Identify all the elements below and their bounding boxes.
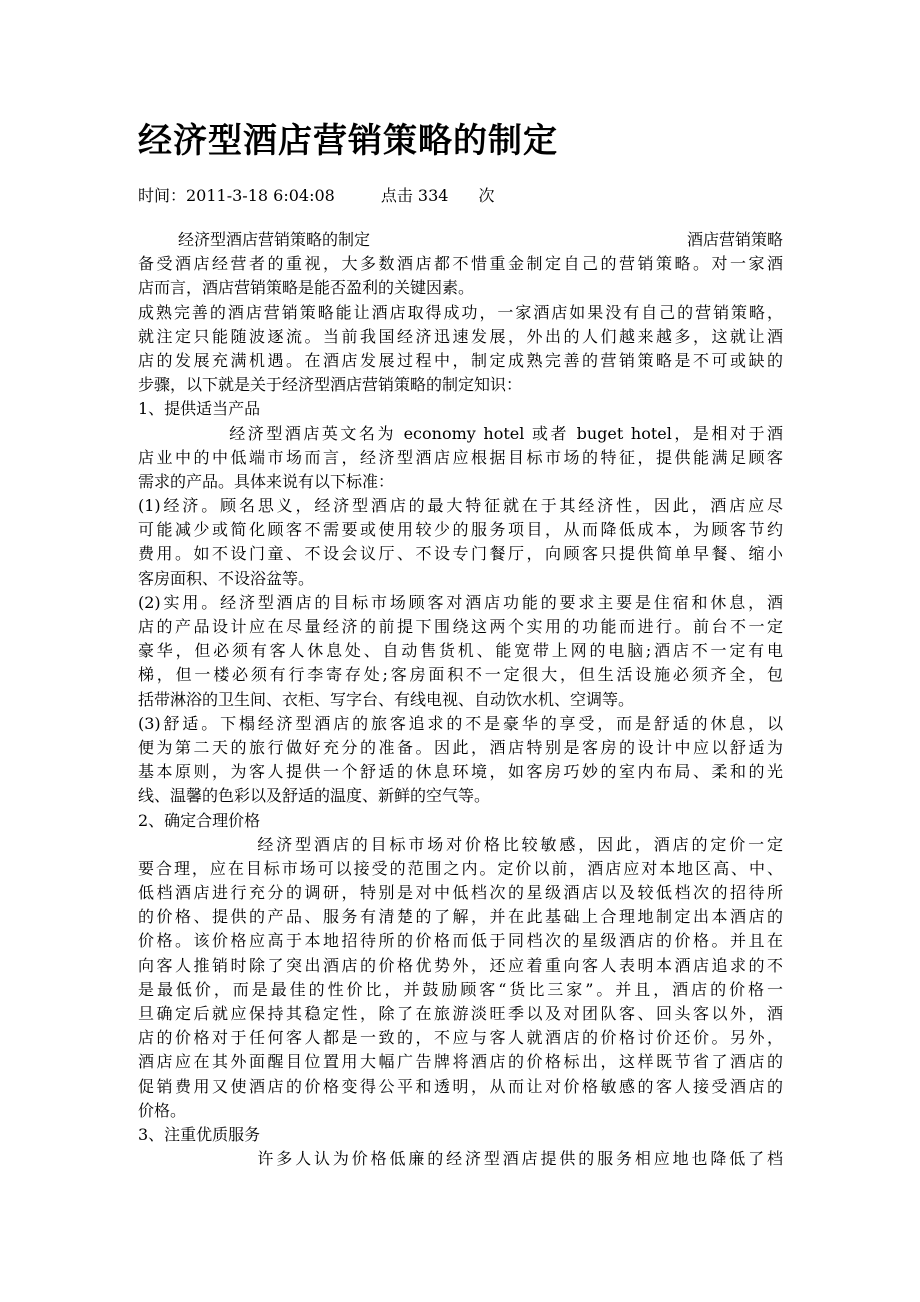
intro-line: [138, 228, 783, 252]
text-line: 2、确定合理价格: [138, 810, 261, 830]
text-line: 可能减少或简化顾客不需要或使用较少的服务项目，从而降低成本，为顾客节约: [138, 520, 783, 540]
text-line: 豪华，但必须有客人休息处、自动售货机、能宽带上网的电脑;酒店不一定有电: [138, 641, 783, 661]
text-line: 低档酒店进行充分的调研，特别是对中低档次的星级酒店以及较低档次的招待所: [138, 883, 783, 903]
text-line: 促销费用又使酒店的价格变得公平和透明，从而让对价格敏感的客人接受酒店的: [138, 1076, 783, 1096]
text-line: 店业中的中低端市场而言，经济型酒店应根据目标市场的特征，提供能满足顾客: [138, 447, 783, 467]
text-line: 括带淋浴的卫生间、衣柜、写字台、有线电视、自动饮水机、空调等。: [138, 689, 635, 709]
text-line: 店的价格对于任何客人都是一致的，不应与客人就酒店的价格讨价还价。另外，: [138, 1028, 783, 1048]
text-line: 店的产品设计应在尽量经济的前提下围绕这两个实用的功能而进行。前台不一定: [138, 617, 783, 636]
article-body: [138, 228, 783, 1171]
text-line: 3、注重优质服务: [138, 1124, 261, 1144]
page-title: 经济型酒店营销策略的制定: [138, 121, 558, 161]
text-line: 价格。: [138, 1100, 187, 1120]
text-line: 要合理，应在目标市场可以接受的范围之内。定价以前，酒店应对本地区高、中、: [138, 858, 783, 878]
text-line: 就注定只能随波逐流。当前我国经济迅速发展，外出的人们越来越多，这就让酒: [138, 326, 783, 346]
text-line: 便为第二天的旅行做好充分的准备。因此，酒店特别是客房的设计中应以舒适为: [138, 737, 783, 757]
click-count-unit: 次: [478, 186, 495, 205]
text-line: 梯，但一楼必须有行李寄存处;客房面积不一定很大，但生活设施必须齐全，包: [138, 665, 783, 685]
text-line: 店而言，酒店营销策略是能否盈利的关键因素。: [138, 278, 475, 298]
paragraph-lines: [138, 252, 783, 1171]
text-line: 经济型酒店英文名为 economy hotel 或者 buget hotel，是相对于酒: [138, 423, 783, 443]
text-line: (1)经济。顾名思义，经济型酒店的最大特征就在于其经济性，因此，酒店应尽: [138, 496, 783, 516]
text-line: 许多人认为价格低廉的经济型酒店提供的服务相应地也降低了档: [138, 1149, 783, 1169]
publish-time: 时间：2011-3-18 6:04:08: [138, 186, 335, 205]
text-line: 需求的产品。具体来说有以下标准：: [138, 471, 395, 491]
text-line: 店的发展充满机遇。在酒店发展过程中，制定成熟完善的营销策略是不可或缺的: [138, 350, 783, 370]
click-count: 点击 334: [380, 186, 449, 205]
text-line: 步骤，以下就是关于经济型酒店营销策略的制定知识：: [138, 375, 523, 395]
intro-left-text: 经济型酒店营销策略的制定: [178, 230, 371, 249]
article-meta: [138, 183, 495, 206]
text-line: 旦确定后就应保持其稳定性，除了在旅游淡旺季以及对团队客、回头客以外，酒: [138, 1004, 783, 1023]
text-line: 费用。如不设门童、不设会议厅、不设专门餐厅，向顾客只提供简单早餐、缩小: [138, 544, 783, 564]
text-line: 备受酒店经营者的重视，大多数酒店都不惜重金制定自己的营销策略。对一家酒: [138, 254, 783, 274]
text-line: 是最低价，而是最佳的性价比，并鼓励顾客“货比三家”。并且，酒店的价格一: [138, 979, 783, 999]
text-line: 酒店应在其外面醒目位置用大幅广告牌将酒店的价格标出，这样既节省了酒店的: [138, 1052, 783, 1072]
text-line: 1、提供适当产品: [138, 399, 261, 419]
text-line: 线、温馨的色彩以及舒适的温度、新鲜的空气等。: [138, 786, 491, 806]
intro-right-text: 酒店营销策略: [686, 230, 783, 249]
text-line: 经济型酒店的目标市场对价格比较敏感，因此，酒店的定价一定: [138, 834, 783, 854]
text-line: 向客人推销时除了突出酒店的价格优势外，还应着重向客人表明本酒店追求的不: [138, 955, 783, 975]
text-line: (2)实用。经济型酒店的目标市场顾客对酒店功能的要求主要是住宿和休息，酒: [138, 592, 783, 612]
text-line: 价格。该价格应高于本地招待所的价格而低于同档次的星级酒店的价格。并且在: [138, 931, 783, 951]
text-line: 客房面积、不设浴盆等。: [138, 568, 315, 588]
text-line: (3)舒适。下榻经济型酒店的旅客追求的不是豪华的享受，而是舒适的休息，以: [138, 713, 783, 733]
text-line: 基本原则，为客人提供一个舒适的休息环境，如客房巧妙的室内布局、柔和的光: [138, 762, 783, 782]
text-line: 成熟完善的酒店营销策略能让酒店取得成功，一家酒店如果没有自己的营销策略，: [138, 302, 783, 322]
text-line: 的价格、提供的产品、服务有清楚的了解，并在此基础上合理地制定出本酒店的: [138, 907, 783, 927]
